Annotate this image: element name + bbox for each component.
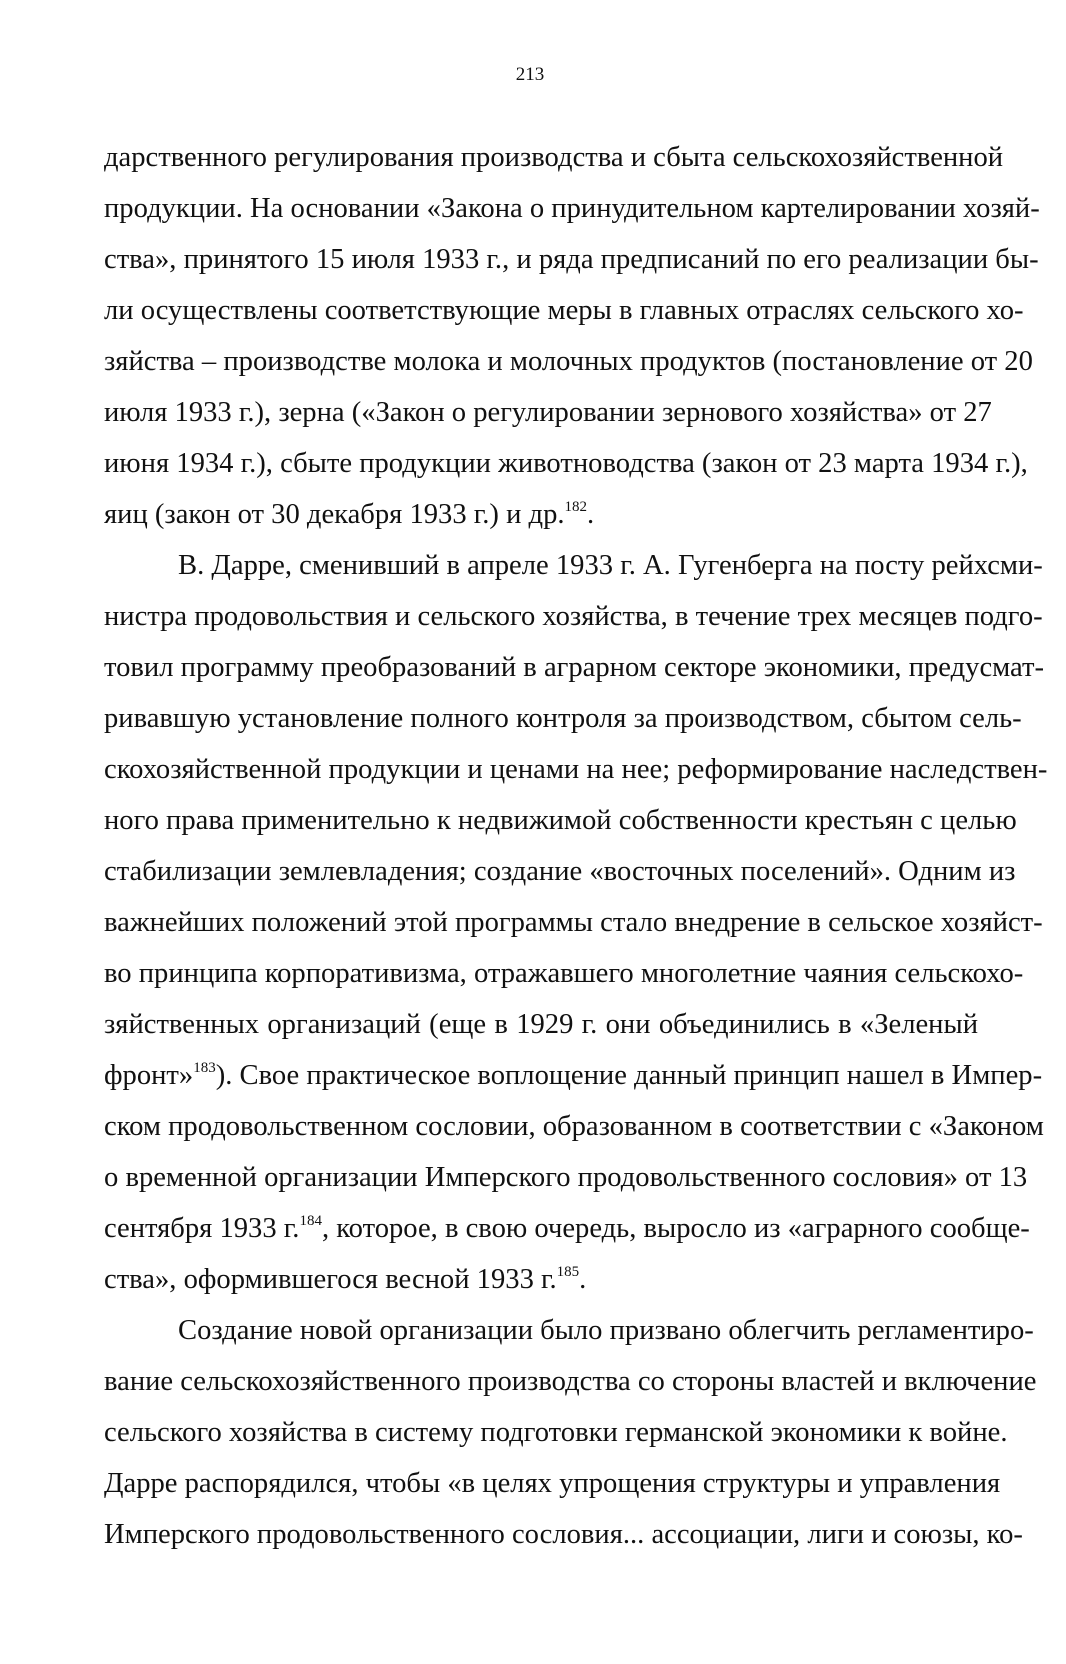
text-line: ства», принятого 15 июля 1933 г., и ряда предписаний по его реализации бы- (104, 244, 1039, 275)
paragraph-3 (104, 1305, 1037, 1560)
text-line (104, 1254, 978, 1305)
text-line: ли осуществлены соответствующие меры в главных отраслях сельского хо- (104, 295, 1024, 326)
footnote-marker: 183 (193, 1060, 216, 1076)
text-line: ском продовольственном сословии, образованном в соответствии с «Законом (104, 1111, 1044, 1142)
text-line: товил программу преобразований в аграрном секторе экономики, предусмат- (104, 652, 1045, 683)
text-line: вание сельскохозяйственного производства со стороны властей и включение (104, 1366, 1037, 1397)
text-segment: фронт» (104, 1060, 194, 1091)
text-line (104, 489, 978, 540)
text-line: В. Дарре, сменивший в апреле 1933 г. А. Гугенберга на посту рейхсми- (178, 550, 1043, 581)
text-segment: ). Свое практическое воплощение данный принцип нашел в Импер- (215, 1060, 1043, 1091)
text-line: Имперского продовольственного сословия... ассоциации, лиги и союзы, ко- (104, 1519, 1023, 1550)
text-line: продукции. На основании «Закона о принудительном картелировании хозяй- (104, 193, 1040, 224)
text-line: скохозяйственной продукции и ценами на нее; реформирование наследствен- (104, 754, 1048, 785)
text-line: важнейших положений этой программы стало внедрение в сельское хозяйст- (104, 907, 1043, 938)
text-line: о временной организации Имперского продовольственного сословия» от 13 (104, 1162, 1028, 1193)
body-text (104, 132, 1048, 1560)
paragraph-2 (104, 540, 1048, 1305)
text-line: июля 1933 г.), зерна («Закон о регулировании зернового хозяйства» от 27 (104, 397, 992, 428)
text-segment: , которое, в свою очередь, выросло из «аграрного сообще- (321, 1213, 1030, 1244)
footnote-marker: 182 (564, 499, 588, 515)
text-segment: ства», оформившегося весной 1933 г. (104, 1264, 557, 1295)
text-line: во принципа корпоративизма, отражавшего многолетние чаяния сельскохо- (104, 958, 1024, 989)
text-segment: . (587, 499, 595, 530)
text-segment: . (579, 1264, 587, 1295)
text-line (104, 1203, 1030, 1254)
text-line: зяйственных организаций (еще в 1929 г. они объединились в «Зеленый (104, 1009, 978, 1040)
text-line: зяйства – производстве молока и молочных продуктов (постановление от 20 (104, 346, 1033, 377)
text-line: ного права применительно к недвижимой собственности крестьян с целью (104, 805, 1017, 836)
text-segment: сентября 1933 г. (104, 1213, 300, 1244)
footnote-marker: 185 (556, 1264, 580, 1280)
text-line: стабилизации землевладения; создание «восточных поселений». Одним из (104, 856, 1016, 887)
text-line (104, 1050, 1043, 1101)
text-line: дарственного регулирования производства и сбыта сельскохозяйственной (104, 142, 1004, 173)
paragraph-1 (104, 132, 1040, 540)
text-line: Создание новой организации было призвано облегчить регламентиро- (178, 1315, 1034, 1346)
text-line: Дарре распорядился, чтобы «в целях упрощения структуры и управления (104, 1468, 1001, 1499)
text-line: нистра продовольствия и сельского хозяйства, в течение трех месяцев подго- (104, 601, 1043, 632)
text-segment: яиц (закон от 30 декабря 1933 г.) и др. (104, 499, 565, 530)
page-number: 213 (515, 64, 545, 85)
text-line: ривавшую установление полного контроля за производством, сбытом сель- (104, 703, 1022, 734)
footnote-marker: 184 (299, 1213, 322, 1229)
text-line: июня 1934 г.), сбыте продукции животноводства (закон от 23 марта 1934 г.), (104, 448, 1028, 479)
text-line: сельского хозяйства в систему подготовки германской экономики к войне. (104, 1417, 1008, 1448)
